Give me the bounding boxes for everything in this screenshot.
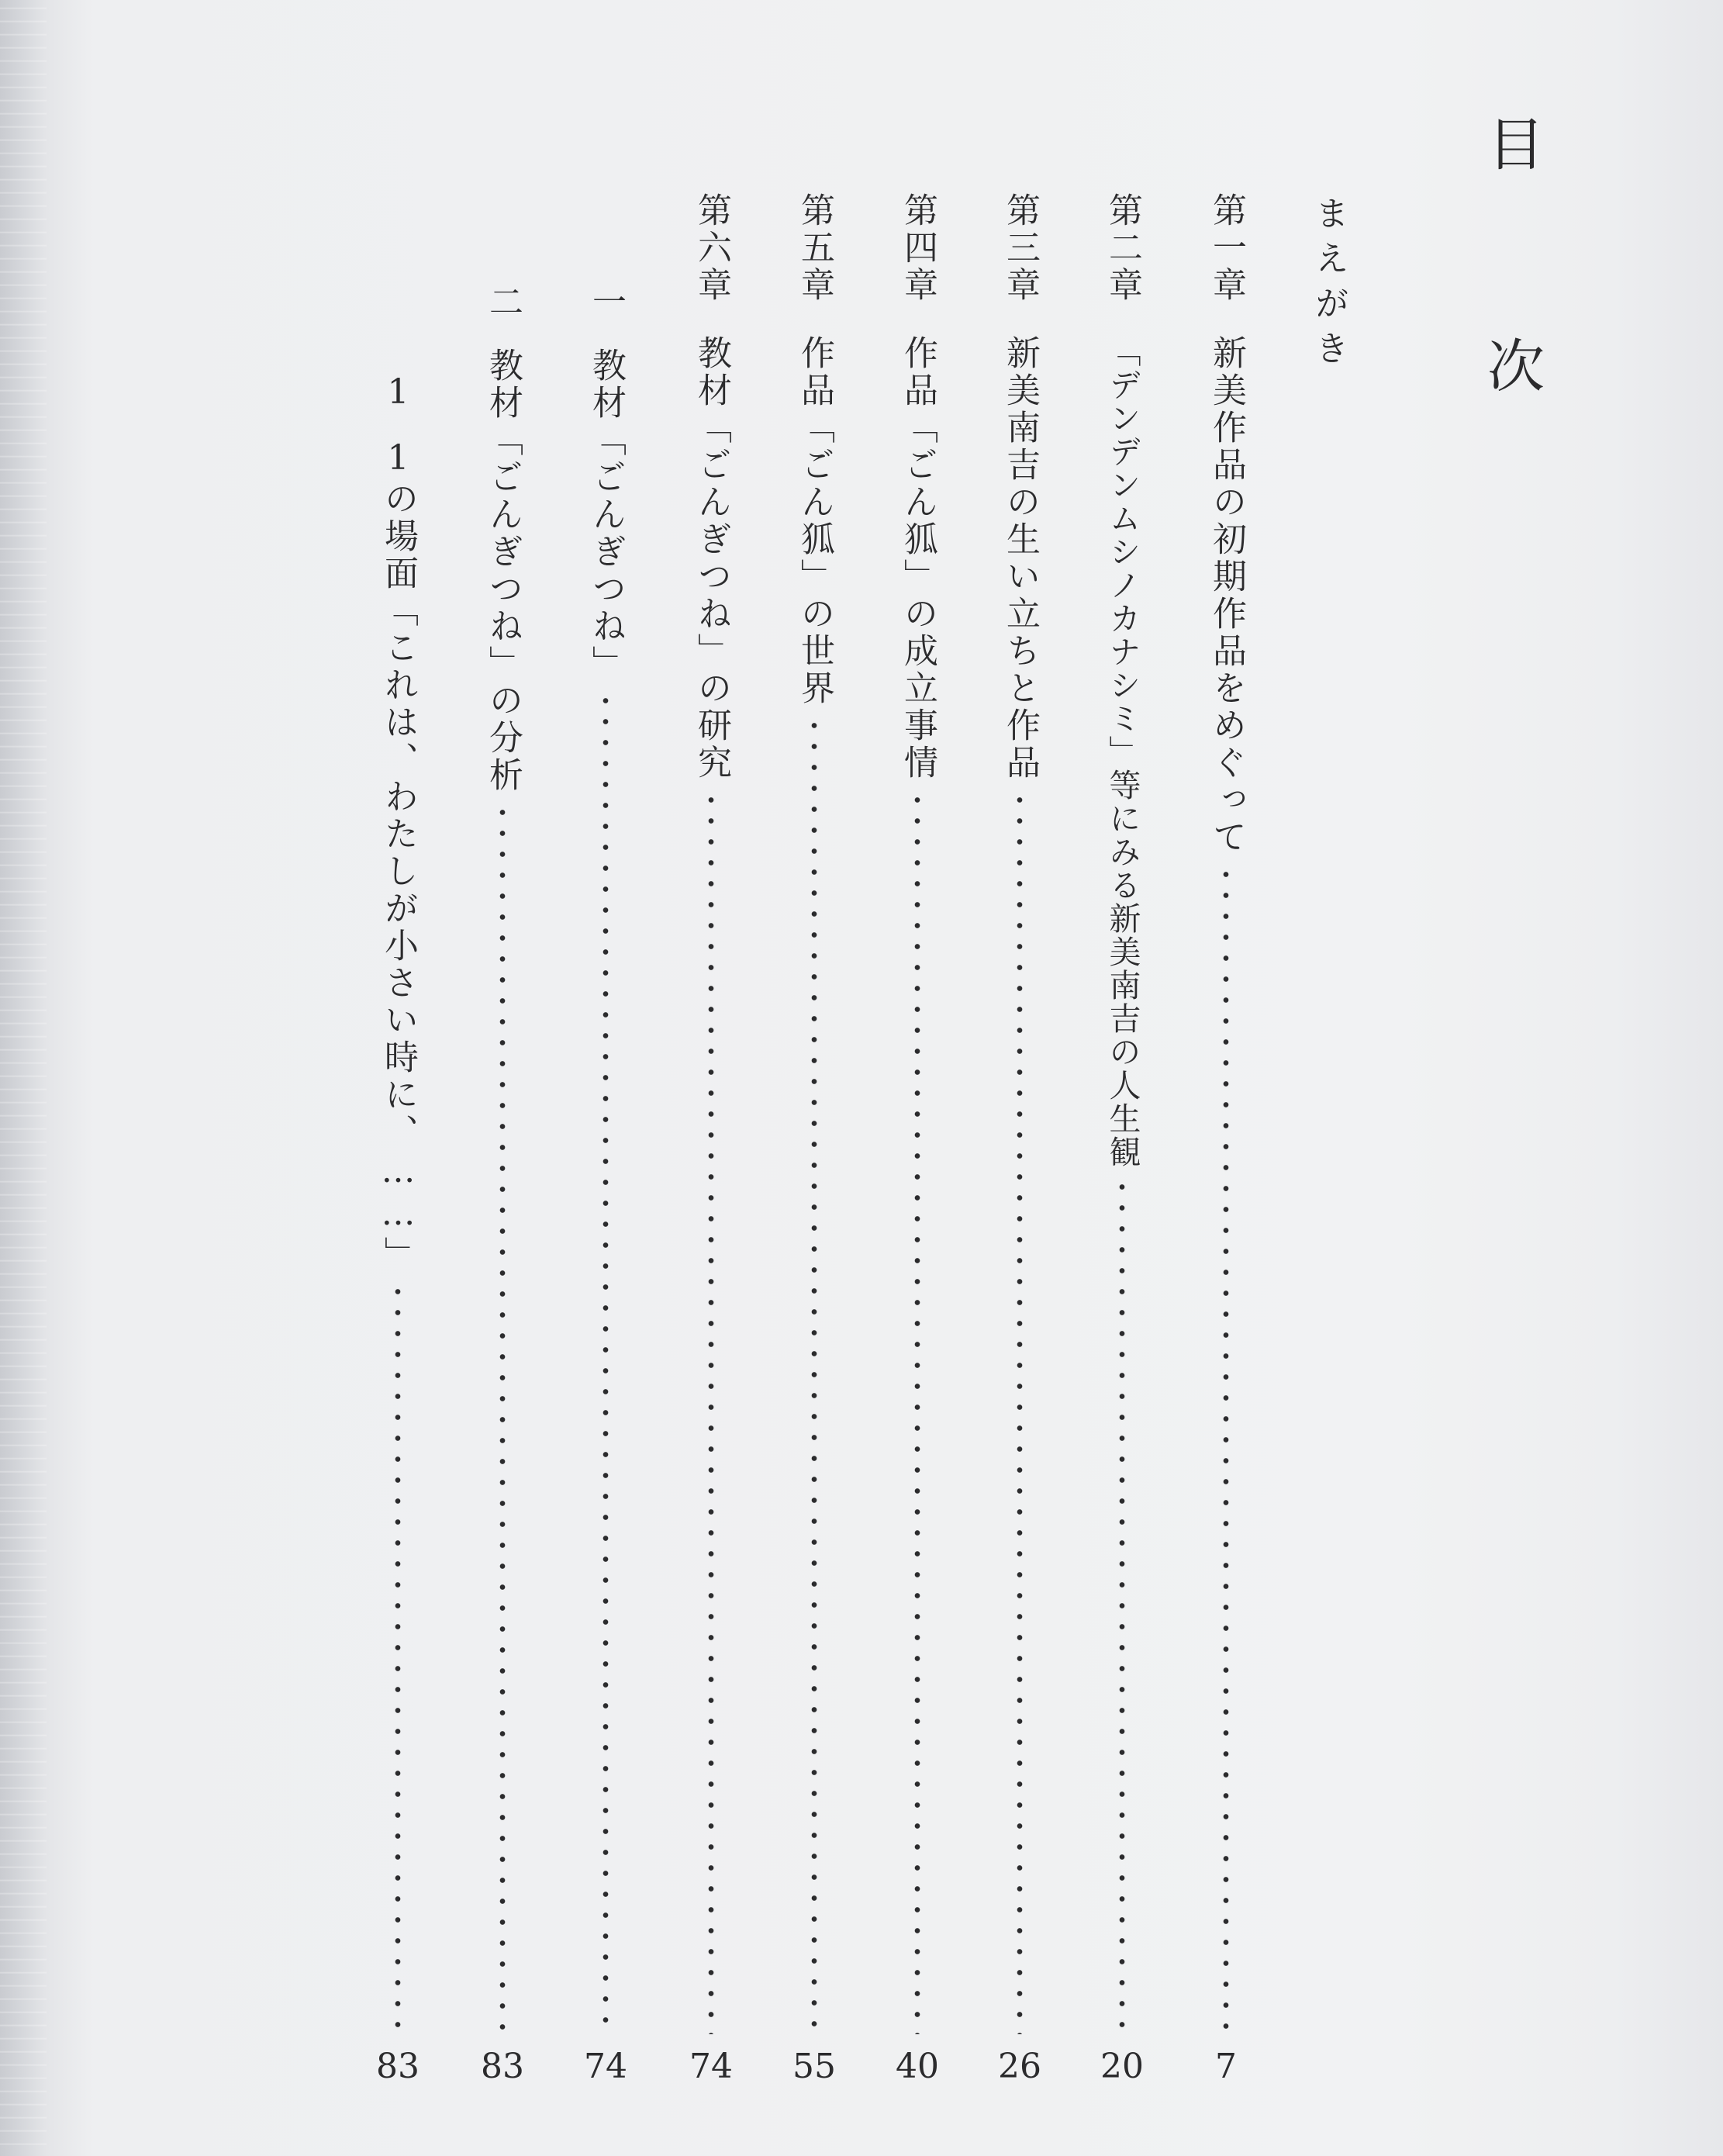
toc-leader-dots — [1119, 1176, 1125, 2034]
page-binding-edge — [0, 0, 47, 2156]
toc-entry-title: 教材「ごんぎつね」の分析 — [483, 347, 523, 794]
toc-entry-label: 第二章 — [1103, 192, 1142, 304]
toc-entry-label: 一 — [586, 284, 626, 321]
toc-entry-section-1 — [571, 192, 641, 2089]
toc-entry-label: 二 — [483, 284, 523, 321]
toc-entry-page: 74 — [689, 2047, 733, 2086]
toc-entry-chapter-1 — [1191, 192, 1261, 2089]
toc-entry-preface — [1293, 192, 1363, 2089]
toc-entry-title: 作品「ごん狐」の成立事情 — [898, 335, 937, 782]
toc-entry-section-2 — [468, 192, 537, 2089]
toc-leader-dots — [603, 690, 609, 2034]
toc-entry-chapter-6 — [676, 192, 746, 2089]
toc-leader-dots — [708, 789, 714, 2034]
toc-entry-label: 第三章 — [1000, 192, 1040, 304]
toc-entry-page: 40 — [896, 2047, 939, 2086]
toc-entry-label: 第四章 — [898, 192, 937, 304]
toc-entry-chapter-5 — [779, 192, 849, 2089]
toc-leader-dots — [1223, 864, 1229, 2034]
toc-entry-page: 83 — [376, 2047, 420, 2086]
toc-entry-page: 74 — [584, 2047, 627, 2086]
toc-entry-title: 新美南吉の生い立ちと作品 — [1000, 335, 1040, 782]
toc-entry-page: 55 — [792, 2047, 836, 2086]
toc-leader-dots — [1017, 789, 1023, 2034]
toc-entry-page: 83 — [481, 2047, 524, 2086]
toc-entry-title: 「デンデンムシノカナシミ」等にみる新美南吉の人生観 — [1103, 335, 1141, 1169]
toc-leader-dots — [395, 1281, 401, 2034]
toc-entry-page: 7 — [1215, 2047, 1237, 2086]
toc-entry-label: まえがき — [1309, 195, 1348, 375]
toc-entry-page: 26 — [998, 2047, 1041, 2086]
toc-page — [47, 0, 1723, 2156]
toc-entry-title: 教材「ごんぎつね」の研究 — [692, 335, 731, 782]
toc-heading-char-1: 目 — [1487, 112, 1545, 178]
toc-entry-label: 第一章 — [1207, 192, 1246, 304]
toc-heading-char-2: 次 — [1487, 333, 1545, 400]
toc-leader-dots — [811, 715, 817, 2034]
toc-leader-dots — [914, 789, 920, 2034]
toc-entry-chapter-2 — [1087, 192, 1157, 2089]
toc-entry-label: 1 — [378, 372, 418, 415]
toc-entry-chapter-4 — [882, 192, 952, 2089]
toc-entry-title: 作品「ごん狐」の世界 — [795, 335, 834, 707]
toc-entry-page: 20 — [1100, 2047, 1144, 2086]
toc-entry-title: 新美作品の初期作品をめぐって — [1207, 335, 1246, 856]
toc-leader-dots — [499, 802, 506, 2034]
toc-entry-title: 1の場面「これは、わたしが小さい時に、……」 — [378, 438, 418, 1273]
toc-entry-chapter-3 — [985, 192, 1055, 2089]
toc-entry-label: 第六章 — [692, 192, 731, 304]
toc-entry-label: 第五章 — [795, 192, 834, 304]
toc-entry-subsection-1 — [363, 192, 433, 2089]
toc-heading — [1481, 112, 1551, 400]
toc-entry-title: 教材「ごんぎつね」 — [586, 347, 626, 682]
